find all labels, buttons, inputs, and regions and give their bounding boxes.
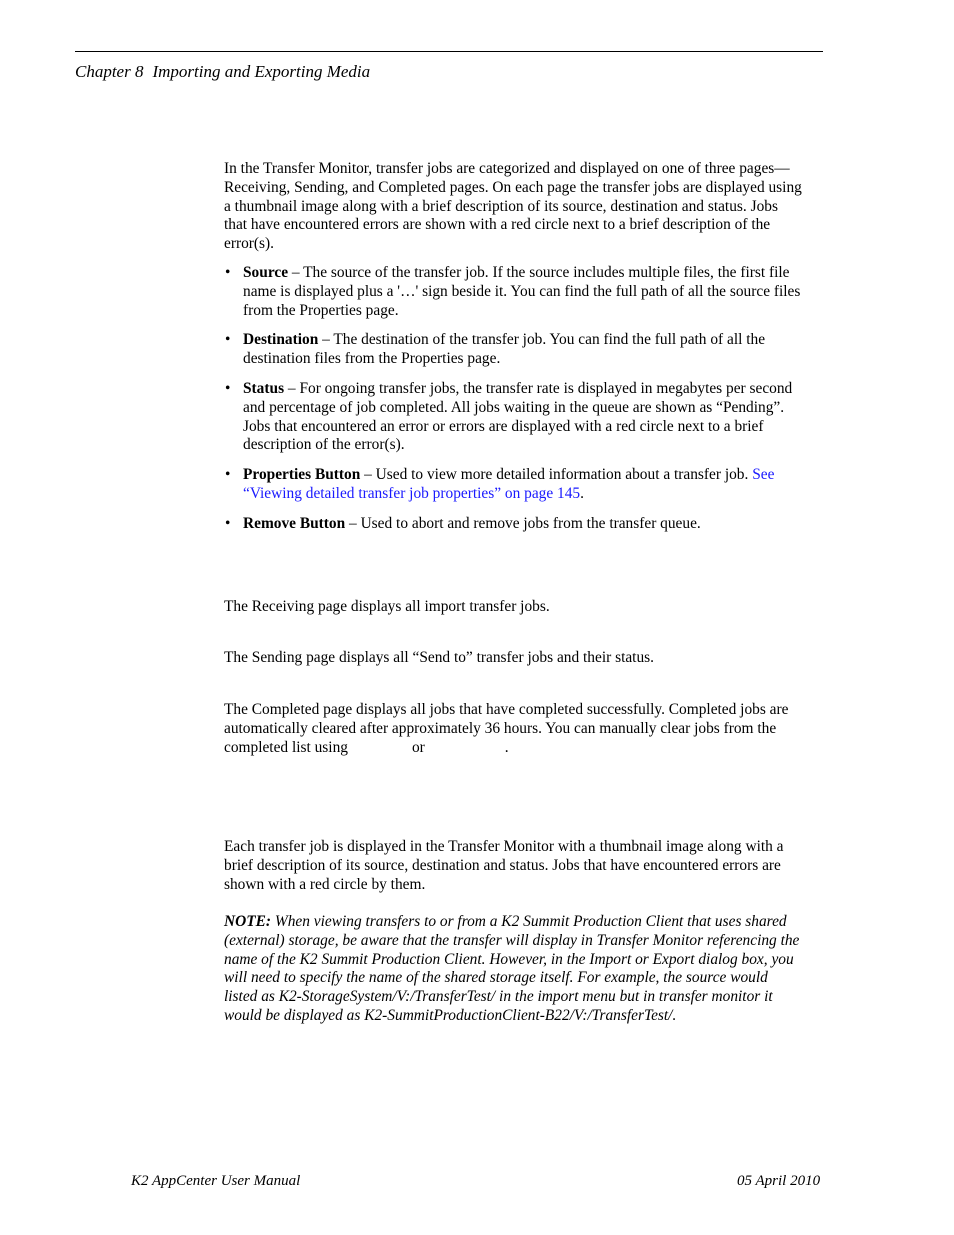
list-item: • Source – The source of the transfer job. If the source includes multiple files, the first file name is displayed plus a '…' sign beside it. You can find the full path of all the source files from the Properties page. bbox=[225, 264, 801, 319]
receiving-text: The Receiving page displays all import transfer jobs. bbox=[224, 598, 550, 615]
list-desc: – Used to abort and remove jobs from the transfer queue. bbox=[345, 514, 701, 532]
footer-manual-title: K2 AppCenter User Manual bbox=[131, 1173, 301, 1189]
note-label: NOTE: bbox=[224, 913, 272, 930]
list-desc: – For ongoing transfer jobs, the transfer rate is displayed in megabytes per second and percentage of job completed. All jobs waiting in the queue are shown as “Pending”. Jobs that encountered an error or errors are displayed with a red circle next to a brief description of the error(s). bbox=[243, 379, 793, 454]
list-desc: – The source of the transfer job. If the source includes multiple files, the first file name is displayed plus a '…' sign beside it. You can find the full path of all the source files from the Properties page. bbox=[243, 264, 801, 319]
each-job-text: Each transfer job is displayed in the Transfer Monitor with a thumbnail image along with a brief description of its source, destination and status. Jobs that have encountered errors are shown with a red circle by them. bbox=[224, 838, 784, 893]
footer-date: 05 April 2010 bbox=[737, 1173, 821, 1189]
each-job-paragraph bbox=[224, 838, 804, 894]
list-desc: – Used to view more detailed information about a transfer job. bbox=[360, 466, 753, 484]
list-term: Destination bbox=[243, 331, 319, 349]
completed-or: or bbox=[411, 738, 425, 756]
note-paragraph bbox=[224, 913, 804, 1026]
note-text: When viewing transfers to or from a K2 Summit Production Client that uses shared (external) storage, be aware that the transfer will display in Transfer Monitor referencing the name of the K2 Summit Production Client. However, in the Import or Export dialog box, you will need to specify the name of the shared storage itself. For example, the source would listed as K2-StorageSystem/V:/TransferTest/ in the import menu but in transfer monitor it would be displayed as K2-SummitProductionClient-B22/V:/TransferTest/. bbox=[224, 913, 800, 1024]
list-item: • Remove Button – Used to abort and remove jobs from the transfer queue. bbox=[225, 514, 701, 532]
list-desc: – The destination of the transfer job. You can find the full path of all the destination files from the Properties page. bbox=[243, 331, 766, 368]
list-term: Properties Button bbox=[243, 466, 361, 484]
chapter-number: Chapter 8 bbox=[75, 62, 144, 81]
list-item: • Destination – The destination of the transfer job. You can find the full path of all the destination files from the Properties page. bbox=[225, 331, 766, 368]
receiving-paragraph bbox=[224, 598, 804, 617]
list-item: • Status – For ongoing transfer jobs, the transfer rate is displayed in megabytes per second and percentage of job completed. All jobs waiting in the queue are shown as “Pending”. Jobs that encountered an error or errors are displayed with a red circle next to a brief description of the error(s). bbox=[225, 379, 793, 454]
list-item: • Properties Button – Used to view more detailed information about a transfer job. See “Viewing detailed transfer job properties” on page 145. bbox=[225, 466, 775, 502]
sending-paragraph bbox=[224, 649, 804, 668]
completed-text: The Completed page displays all jobs that have completed successfully. Completed jobs are automatically cleared after approximately 36 hours. You can manually clear jobs from the completed list using bbox=[224, 701, 789, 756]
properties-page-link[interactable]: See “Viewing detailed transfer job properties” on page 145 bbox=[243, 466, 775, 502]
completed-paragraph bbox=[224, 701, 804, 757]
intro-text: In the Transfer Monitor, transfer jobs are categorized and displayed on one of three pages— Receiving, Sending, and Completed pages. On each page the transfer jobs are displayed using a thumbnail image along with a brief description of its source, destination and status. Jobs that have encountered errors are shown with a red circle next to a brief description of the error(s). bbox=[224, 160, 802, 253]
list-desc-end: . bbox=[580, 484, 584, 502]
list-term: Source bbox=[243, 264, 289, 281]
list-term: Status bbox=[243, 379, 285, 397]
chapter-title: Importing and Exporting Media bbox=[152, 62, 371, 81]
completed-end: . bbox=[504, 738, 509, 756]
sending-text: The Sending page displays all “Send to” transfer jobs and their status. bbox=[224, 649, 654, 666]
field-description-list bbox=[224, 264, 804, 534]
chapter-header bbox=[75, 62, 370, 82]
header-rule bbox=[75, 51, 823, 52]
intro-paragraph bbox=[224, 160, 804, 254]
list-term: Remove Button bbox=[243, 514, 346, 532]
